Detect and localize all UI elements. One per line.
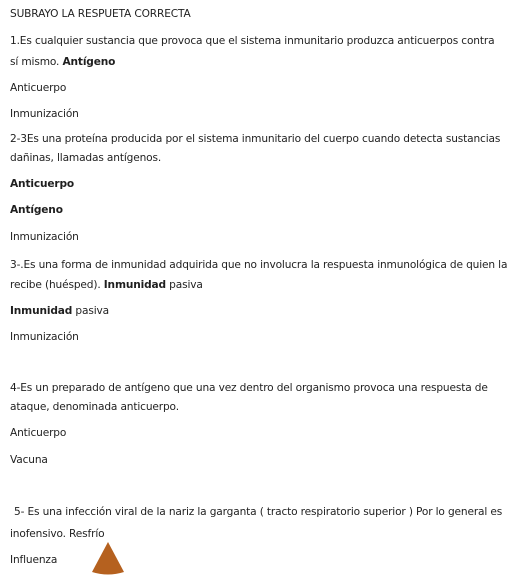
question-4-option-1: Anticuerpo	[10, 427, 67, 439]
question-2-option-1: Anticuerpo	[10, 178, 75, 190]
question-2-line-2: dañinas, llamadas antígenos.	[10, 152, 162, 164]
question-3-line-1: 3-.Es una forma de inmunidad adquirida que no involucra la respuesta inmunológica de quien la	[10, 259, 508, 271]
question-5-line-2: inofensivo. Resfrío	[10, 528, 105, 540]
question-1-text: sí mismo.	[10, 56, 63, 68]
question-3-answer-tail: pasiva	[165, 279, 203, 291]
question-5-option-1: Influenza	[10, 554, 58, 566]
question-1-answer: Antígeno	[62, 56, 116, 68]
question-3-option-1-tail: pasiva	[72, 305, 109, 317]
question-3-line-2	[10, 278, 203, 292]
question-3-text: recibe (huésped).	[10, 279, 104, 291]
question-4-line-1: 4-Es un preparado de antígeno que una vez dentro del organismo provoca una respuesta de	[10, 382, 488, 394]
question-3-option-1	[10, 304, 109, 318]
worksheet-title: SUBRAYO LA RESPUETA CORRECTA	[10, 8, 191, 20]
question-1-option-2: Inmunización	[10, 108, 79, 120]
question-1-line-1: 1.Es cualquier sustancia que provoca que el sistema inmunitario produzca anticuerpos contra	[10, 35, 495, 47]
question-3-option-1-bold: Inmunidad	[10, 305, 73, 317]
question-2-option-2: Antígeno	[10, 204, 63, 216]
question-1-option-1: Anticuerpo	[10, 82, 67, 94]
question-2-line-1: 2-3Es una proteína producida por el sistema inmunitario del cuerpo cuando detecta sustancias	[10, 133, 501, 145]
orange-triangle-icon	[91, 541, 125, 575]
question-2-option-3: Inmunización	[10, 231, 79, 243]
question-3-option-2: Inmunización	[10, 331, 79, 343]
question-3-answer-bold: Inmunidad	[103, 279, 166, 291]
question-4-line-2: ataque, denominada anticuerpo.	[10, 401, 179, 413]
question-5-line-1: 5- Es una infección viral de la nariz la garganta ( tracto respiratorio superior ) Por lo general es	[14, 506, 503, 518]
question-4-option-2: Vacuna	[10, 454, 48, 466]
question-1-line-2	[10, 55, 115, 69]
